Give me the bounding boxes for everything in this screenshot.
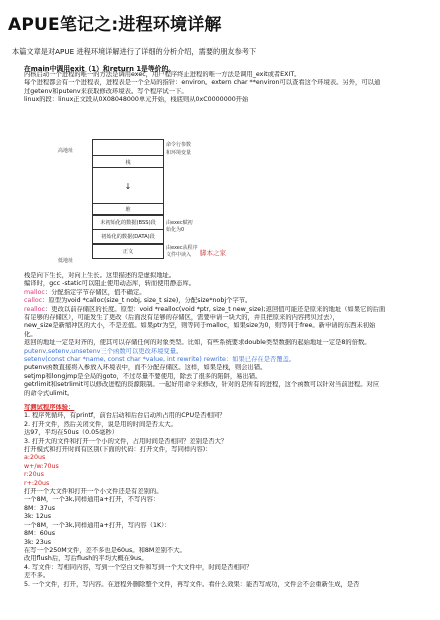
env-label: 和环境变量 [166,150,192,156]
text-line: new_size是新缩冲区的大小，不是差值。如果ptr为空，则等同于malloc，如果size为0，则等同于free。新申请的东西未初始 [24,322,376,330]
malloc-desc: ：分配指定字节存储区，值不确定。 [44,288,146,296]
mode-line: a:20us [24,454,46,462]
section1-body [24,71,432,105]
text-line: 8M：60us [24,530,56,538]
text-line: 在写一个250M文件，差不多也是60us。和8M差别不大。 [24,546,186,554]
text-line: 返回的地址一定是对齐的，使其可以存储任何的对象类型。比如，有些系统要求double类型数据的起始地址一定是8的倍数。 [24,339,371,347]
bss-side-label-1: 由exec赋初 [166,220,193,226]
text-line: 一个8M，一个3k,同样通用a+打开，不写内容： [24,496,160,504]
text-line: 每个进程都会有一个进程表，进程表是一个全局的指针：environ。extern char **environ可以查看这个环境表。另外，可以通 [24,79,381,87]
text-line: putenv函数直接将入参放入环境表中，而不分配存储区。这样，如果是栈，则会出错。 [24,364,267,372]
text-line: 2. 打开文件，然后关闭文件，说是用的时间是否太大。 [24,420,177,428]
realloc-keyword: realloc [24,305,45,313]
mode-line: w+/w:70us [24,462,59,470]
calloc-desc: ：原型为void *calloc(size_t nobj, size_t size)，分配size*nobj个字节。 [42,297,252,305]
text-line: 的命令式ulimit。 [24,389,74,397]
intro-text: 本篇文章是对APUE 进程环境详解进行了详细的分析介绍，需要的朋友参考下 [12,47,257,56]
text-line: 过getenv和putenv来获取修改环境表。写个程序试一下。 [24,87,188,95]
memory-layout-diagram [58,137,238,269]
stack-box: 栈 [92,155,164,169]
cmdline-label: 命令行参数 [166,142,192,148]
high-address-label: 高地址 [58,148,74,154]
text-line: 内核启动一个进程的唯一的方法是调用exec，用户程序终止进程的唯一方法是调用_exit或者EXIT。 [24,71,301,78]
text-line: 有足够的存储区），可能发生了更改（后面没有足够的存储区，需要申请一块大的，并且把原来的内容拷贝过去）， [24,314,339,322]
text-line: 8M：37us [24,504,56,512]
text-line: 1. 程序死循环，有printf，前台启动和后台启动所占用的CPU是否相同？ [24,412,226,420]
free-space-box [92,167,164,205]
text-line: 3k: 12us [24,513,52,521]
bss-side-label-2: 始化为0 [166,227,185,233]
text-side-label-2: 文件中读入 [166,252,192,258]
heap-box: 堆 [92,203,164,215]
text-line: 改用flush后，写后flush的平均大概在9us。 [24,555,148,563]
text-line: 差不多。 [24,572,50,580]
putenv-link[interactable]: putenv,setenv,unsetenv三个函数可以更改环境变量。 [24,347,183,355]
text-box: 正文 [92,244,164,259]
bss-box: 未初始化的数据(BSS)段 [92,215,164,230]
text-line [24,289,432,297]
text-line: 达97，平均在50us（0.05毫秒） [24,429,118,437]
section1-heading: 在main中调用exit（1）和return 1是等价的。 [24,65,176,73]
text-line: 化。 [24,330,37,338]
text-line: linux的段：linux正文段从0X08048000单元开始，栈底则从0xC0000000开始 [24,96,249,104]
section3-heading: 写测试程序体验： [24,404,75,411]
text-line [24,297,432,305]
text-line: 打开模式和打开时间有区别(下面的代码：打开文件，写同样内容)： [24,446,212,454]
text-line: 3k: 23us [24,538,52,546]
calloc-keyword: calloc [24,297,43,305]
watermark-logo: 脚本之家 [200,249,226,257]
text-line: getrlimit和setrlimit可以修改进程的资源限制。一起好用命令来修改，针对的是所有的进程，这个函数可以针对当前进程。对应 [24,381,380,389]
malloc-keyword: malloc [24,288,45,296]
data-box: 初始化的数据(DATA)段 [92,229,164,244]
section2-body [24,272,432,398]
text-line: 打开一个大文件和打开一个小文件还是有差别的。 [24,488,163,496]
text-line: 5. 一个文件，打开，写内容。在进程外删除整个文件，再写文件。看什么效果：能否写成功，文件会不会重新生成，是否 [24,580,360,588]
low-address-label: 低地址 [58,258,74,264]
mode-line: r:20us [24,471,44,479]
section3-body [24,404,432,589]
text-line [24,306,432,314]
text-line: 栈是向下生长，对向上生长。这里描述的是虚拟地址。 [24,272,176,279]
page-title: APUE笔记之:进程环境详解 [8,15,222,35]
text-line: 编译时，gcc -static可以阻止使用动态库，转而使用静态库。 [24,280,196,288]
text-line: setjmp和longjmp是全局的goto，不过尽量不要使用，除去了很多的陷阱，易出错。 [24,372,262,380]
text-line: 4. 写文件：写相同内容，写到一个空白文件和写到一个大文件中，时间是否相同？ [24,563,253,571]
text-side-label-1: 由exec从程序 [166,245,198,251]
setenv-link[interactable]: setenv(const char *name, const char *value, int rewrite) rewrite：如果已存在是否覆盖。 [24,356,296,364]
arrow-down-icon: ↓ [124,181,132,191]
realloc-desc: ：更改以前存储区的长度。原型：void *realloc(void *ptr, size_t new_size);返回值可能还是原来的地址（如果它的后面 [45,305,386,313]
text-line: 一个8M，一个3k,同样通用a+打开，写内容（1K）： [24,521,171,529]
mode-line: r+:20us [24,479,50,487]
text-line: 3. 打开大的文件和打开一个小的文件，占用时间是否相同？差别是否大？ [24,437,228,445]
